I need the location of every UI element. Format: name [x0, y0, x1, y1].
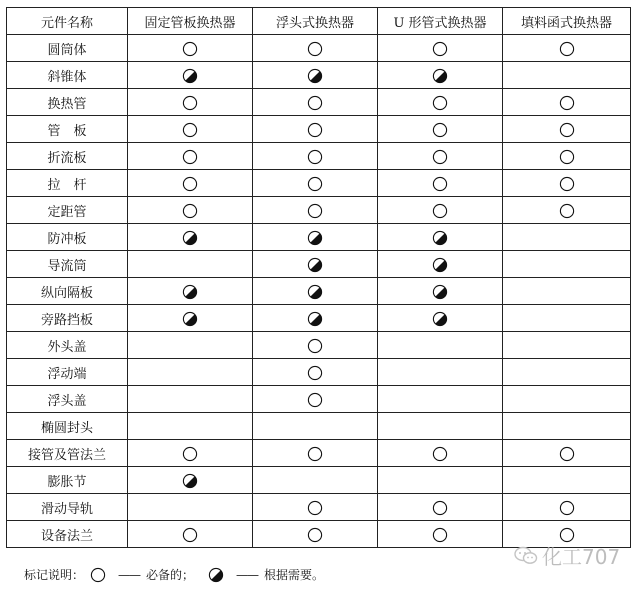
table-cell	[128, 278, 253, 305]
table-row	[7, 413, 631, 440]
open-circle-icon	[307, 392, 323, 408]
table-cell	[253, 359, 378, 386]
table-cell	[378, 278, 503, 305]
half-filled-circle-icon	[307, 257, 323, 273]
table-row	[7, 440, 631, 467]
header-row	[7, 8, 631, 35]
component-name: 管 板	[7, 116, 128, 143]
table-cell	[253, 413, 378, 440]
component-name: 浮头盖	[7, 386, 128, 413]
open-circle-icon	[559, 176, 575, 192]
half-filled-circle-icon	[307, 284, 323, 300]
component-name: 设备法兰	[7, 521, 128, 548]
open-circle-icon	[559, 446, 575, 462]
table-cell	[128, 413, 253, 440]
open-circle-icon	[559, 149, 575, 165]
table-cell	[503, 251, 631, 278]
table-cell	[253, 35, 378, 62]
table-cell	[253, 521, 378, 548]
table-row	[7, 278, 631, 305]
component-name: 斜锥体	[7, 62, 128, 89]
table-cell	[503, 197, 631, 224]
table-cell	[503, 116, 631, 143]
header-u-tube: U 形管式换热器	[378, 8, 503, 35]
component-name: 防冲板	[7, 224, 128, 251]
open-circle-icon	[432, 122, 448, 138]
open-circle-icon	[432, 149, 448, 165]
table-cell	[503, 35, 631, 62]
half-filled-circle-icon	[182, 68, 198, 84]
component-name: 外头盖	[7, 332, 128, 359]
table-cell	[503, 224, 631, 251]
legend-required-text: 必备的；	[146, 568, 195, 582]
table-cell	[128, 89, 253, 116]
open-circle-icon	[182, 176, 198, 192]
table-cell	[503, 278, 631, 305]
table-row	[7, 305, 631, 332]
table-cell	[128, 143, 253, 170]
table-cell	[378, 143, 503, 170]
table-cell	[128, 359, 253, 386]
table-cell	[128, 197, 253, 224]
half-filled-circle-icon	[432, 68, 448, 84]
open-circle-icon	[307, 95, 323, 111]
table-cell	[378, 224, 503, 251]
table-cell	[503, 413, 631, 440]
table-cell	[128, 35, 253, 62]
component-name: 膨胀节	[7, 467, 128, 494]
open-circle-icon	[307, 527, 323, 543]
legend-label: 标记说明：	[24, 568, 85, 582]
table-row	[7, 62, 631, 89]
table-cell	[378, 170, 503, 197]
open-circle-icon	[307, 149, 323, 165]
component-name: 圆筒体	[7, 35, 128, 62]
table-cell	[378, 62, 503, 89]
open-circle-icon	[432, 446, 448, 462]
table-cell	[128, 386, 253, 413]
component-name: 椭圆封头	[7, 413, 128, 440]
watermark-text: 化工707	[542, 545, 621, 569]
table-row	[7, 467, 631, 494]
table-row	[7, 170, 631, 197]
table-cell	[378, 413, 503, 440]
half-filled-circle-icon	[307, 311, 323, 327]
open-circle-icon	[307, 176, 323, 192]
open-circle-icon	[559, 500, 575, 516]
table-cell	[253, 116, 378, 143]
table-cell	[253, 143, 378, 170]
table-cell	[253, 251, 378, 278]
table-cell	[378, 494, 503, 521]
table-cell	[378, 332, 503, 359]
table-cell	[128, 224, 253, 251]
table-row	[7, 116, 631, 143]
table-cell	[128, 440, 253, 467]
open-circle-icon	[307, 338, 323, 354]
table-cell	[253, 305, 378, 332]
table-cell	[253, 278, 378, 305]
open-circle-icon	[182, 122, 198, 138]
header-fixed-tubesheet: 固定管板换热器	[128, 8, 253, 35]
table-cell	[503, 170, 631, 197]
table-cell	[128, 332, 253, 359]
table-row	[7, 251, 631, 278]
open-circle-icon	[432, 95, 448, 111]
legend	[24, 566, 324, 583]
half-filled-circle-icon	[432, 257, 448, 273]
table-cell	[378, 305, 503, 332]
legend-optional-text: 根据需要。	[264, 568, 325, 582]
table-cell	[253, 89, 378, 116]
table-row	[7, 494, 631, 521]
table-cell	[378, 440, 503, 467]
table-cell	[503, 305, 631, 332]
half-filled-circle-icon	[182, 284, 198, 300]
component-name: 定距管	[7, 197, 128, 224]
table-row	[7, 224, 631, 251]
table-cell	[128, 494, 253, 521]
header-component-name: 元件名称	[7, 8, 128, 35]
open-circle-icon	[559, 203, 575, 219]
table-cell	[253, 62, 378, 89]
header-packed-gland: 填料函式换热器	[503, 8, 631, 35]
table-cell	[378, 89, 503, 116]
table-cell	[503, 143, 631, 170]
table-cell	[503, 359, 631, 386]
wechat-icon	[514, 546, 542, 566]
component-name: 接管及管法兰	[7, 440, 128, 467]
table-cell	[253, 494, 378, 521]
open-circle-icon	[307, 122, 323, 138]
table-row	[7, 35, 631, 62]
open-circle-icon	[307, 365, 323, 381]
table-cell	[378, 251, 503, 278]
open-circle-icon	[432, 41, 448, 57]
open-circle-icon	[182, 41, 198, 57]
open-circle-icon	[432, 176, 448, 192]
table-cell	[503, 62, 631, 89]
half-filled-circle-icon	[432, 230, 448, 246]
table-row	[7, 143, 631, 170]
table-cell	[128, 467, 253, 494]
open-circle-icon	[182, 527, 198, 543]
table-cell	[378, 386, 503, 413]
half-filled-circle-icon	[208, 567, 224, 583]
table-cell	[378, 467, 503, 494]
open-circle-icon	[307, 203, 323, 219]
table-cell	[253, 170, 378, 197]
table-cell	[253, 197, 378, 224]
table-row	[7, 332, 631, 359]
table-cell	[253, 467, 378, 494]
table-cell	[128, 521, 253, 548]
component-name: 换热管	[7, 89, 128, 116]
open-circle-icon	[307, 41, 323, 57]
table-cell	[128, 305, 253, 332]
table-row	[7, 386, 631, 413]
open-circle-icon	[559, 95, 575, 111]
table-cell	[378, 116, 503, 143]
table-cell	[253, 386, 378, 413]
component-name: 滑动导轨	[7, 494, 128, 521]
component-name: 折流板	[7, 143, 128, 170]
table-cell	[503, 494, 631, 521]
table-cell	[503, 467, 631, 494]
table-row	[7, 359, 631, 386]
table-cell	[253, 440, 378, 467]
table-cell	[503, 440, 631, 467]
table-row	[7, 197, 631, 224]
half-filled-circle-icon	[307, 230, 323, 246]
open-circle-icon	[182, 95, 198, 111]
component-name: 旁路挡板	[7, 305, 128, 332]
watermark	[514, 541, 620, 570]
component-name: 导流筒	[7, 251, 128, 278]
half-filled-circle-icon	[307, 68, 323, 84]
table-cell	[253, 224, 378, 251]
half-filled-circle-icon	[182, 230, 198, 246]
table-cell	[378, 197, 503, 224]
component-name: 浮动端	[7, 359, 128, 386]
components-table	[6, 7, 631, 548]
open-circle-icon	[559, 122, 575, 138]
open-circle-icon	[182, 446, 198, 462]
table-cell	[253, 332, 378, 359]
half-filled-circle-icon	[432, 311, 448, 327]
open-circle-icon	[307, 446, 323, 462]
component-name: 纵向隔板	[7, 278, 128, 305]
legend-dash-1: ——	[118, 567, 141, 582]
open-circle-icon	[182, 149, 198, 165]
table-cell	[503, 332, 631, 359]
table-cell	[378, 35, 503, 62]
open-circle-icon	[432, 500, 448, 516]
header-floating-head: 浮头式换热器	[253, 8, 378, 35]
table-cell	[378, 521, 503, 548]
component-name: 拉 杆	[7, 170, 128, 197]
table-cell	[128, 251, 253, 278]
open-circle-icon	[90, 567, 106, 583]
table-row	[7, 89, 631, 116]
legend-dash-2: ——	[236, 567, 259, 582]
half-filled-circle-icon	[432, 284, 448, 300]
table-cell	[128, 116, 253, 143]
open-circle-icon	[559, 41, 575, 57]
table-cell	[128, 62, 253, 89]
table-cell	[378, 359, 503, 386]
open-circle-icon	[432, 527, 448, 543]
table-cell	[503, 386, 631, 413]
table-cell	[503, 89, 631, 116]
half-filled-circle-icon	[182, 473, 198, 489]
half-filled-circle-icon	[182, 311, 198, 327]
table-cell	[128, 170, 253, 197]
open-circle-icon	[182, 203, 198, 219]
open-circle-icon	[432, 203, 448, 219]
open-circle-icon	[307, 500, 323, 516]
